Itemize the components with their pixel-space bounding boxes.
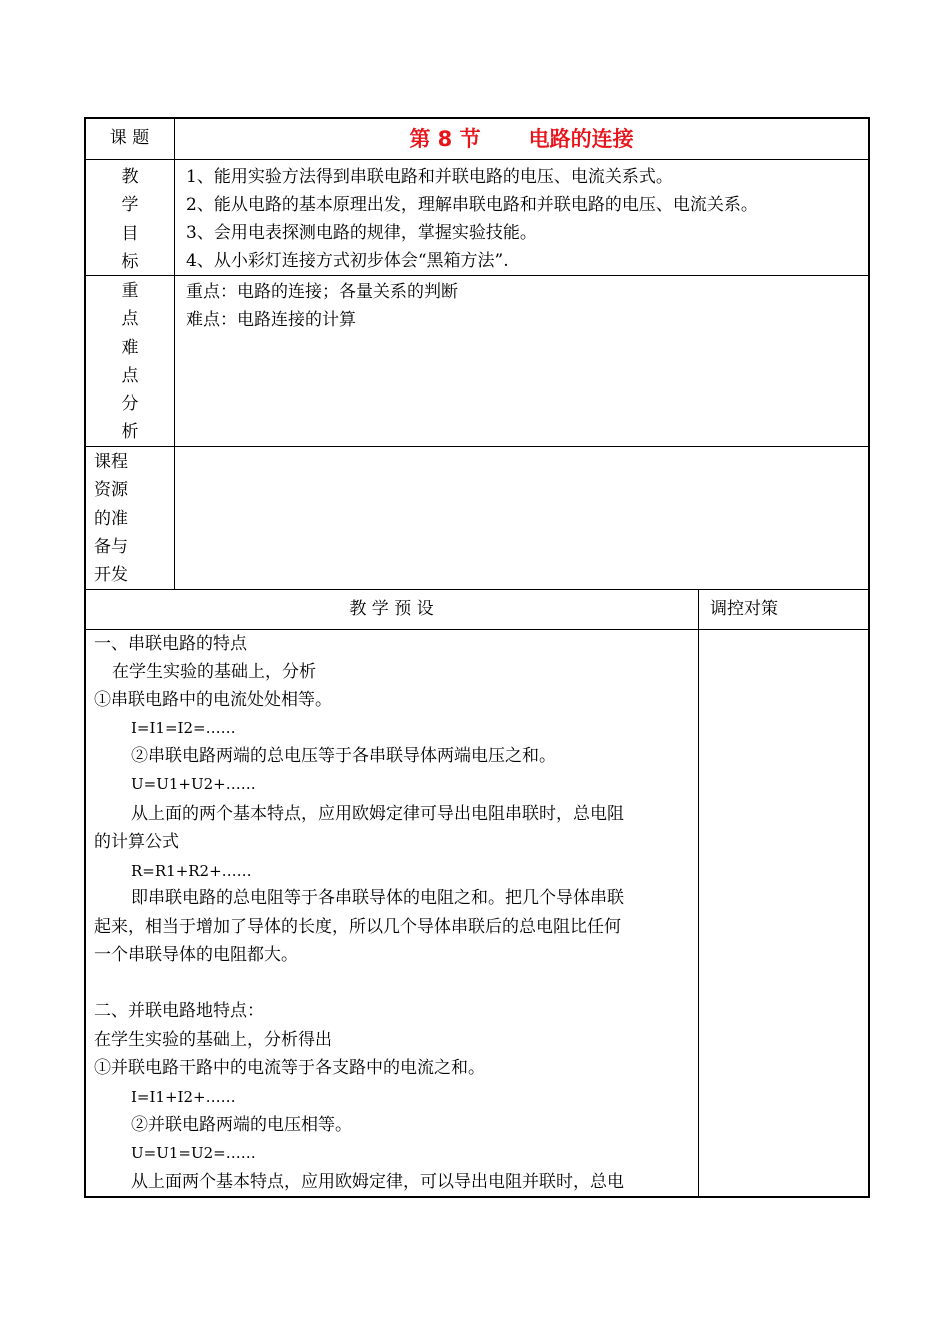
key-points-label-char: 点 bbox=[121, 365, 139, 386]
objective-item: 1、能用实验方法得到串联电路和并联电路的电压、电流关系式。 bbox=[186, 167, 673, 187]
formula-line: U=U1=U2=…… bbox=[131, 1144, 256, 1162]
body-line: ①串联电路中的电流处处相等。 bbox=[94, 690, 332, 710]
section-heading: 二、并联电路地特点： bbox=[94, 1001, 264, 1021]
key-points-label-char: 分 bbox=[121, 394, 139, 415]
body-line: 在学生实验的基础上，分析得出 bbox=[94, 1030, 332, 1050]
resources-label-line: 备与 bbox=[94, 536, 128, 557]
objectives-label-char: 教 bbox=[121, 167, 139, 187]
formula-line: R=R1+R2+…… bbox=[131, 862, 252, 880]
body-line: 即串联电路的总电阻等于各串联导体的电阻之和。把几个导体串联 bbox=[131, 888, 624, 908]
body-line: ①并联电路干路中的电流等于各支路中的电流之和。 bbox=[94, 1058, 485, 1078]
topic-label: 课 题 bbox=[109, 128, 150, 148]
objective-item: 4、从小彩灯连接方式初步体会“黑箱方法”. bbox=[186, 251, 509, 271]
body-line: 从上面两个基本特点，应用欧姆定律，可以导出电阻并联时，总电 bbox=[131, 1172, 624, 1192]
key-point-line: 重点：电路的连接；各量关系的判断 bbox=[186, 282, 458, 302]
resources-label-line: 开发 bbox=[94, 565, 128, 586]
row-divider bbox=[84, 589, 870, 590]
objectives-label-char: 学 bbox=[121, 195, 139, 216]
row-divider bbox=[84, 446, 870, 447]
table-border-bottom bbox=[84, 1196, 870, 1198]
row-divider bbox=[84, 275, 870, 276]
key-points-label-char: 难 bbox=[121, 337, 139, 358]
body-line: ②串联电路两端的总电压等于各串联导体两端电压之和。 bbox=[131, 746, 556, 766]
body-line: 从上面的两个基本特点，应用欧姆定律可导出电阻串联时，总电阻 bbox=[131, 804, 624, 824]
key-points-label-char: 重 bbox=[121, 281, 139, 301]
plan-column-divider bbox=[698, 589, 699, 1197]
objective-item: 2、能从电路的基本原理出发，理解串联电路和并联电路的电压、电流关系。 bbox=[186, 195, 758, 215]
objectives-label bbox=[85, 163, 175, 276]
objective-item: 3、会用电表探测电路的规律，掌握实验技能。 bbox=[186, 223, 537, 243]
page-title bbox=[175, 119, 868, 159]
resources-label-line: 的准 bbox=[94, 508, 128, 529]
key-points-label-char: 析 bbox=[121, 422, 139, 443]
row-divider bbox=[84, 159, 870, 160]
body-line: 起来，相当于增加了导体的长度，所以几个导体串联后的总电阻比任何 bbox=[94, 917, 621, 937]
plan-header-right: 调控对策 bbox=[710, 599, 778, 619]
body-line: 一个串联导体的电阻都大。 bbox=[94, 945, 298, 965]
body-line: 的计算公式 bbox=[94, 832, 179, 852]
resources-label-line: 资源 bbox=[94, 480, 128, 501]
body-line: ②并联电路两端的电压相等。 bbox=[131, 1115, 352, 1135]
resources-label bbox=[94, 448, 128, 589]
formula-line: U=U1+U2+…… bbox=[131, 775, 256, 793]
table-border-right bbox=[868, 117, 870, 1197]
formula-line: I=I1=I2=…… bbox=[131, 719, 236, 737]
body-line: 在学生实验的基础上，分析 bbox=[112, 662, 316, 682]
difficult-point-line: 难点：电路连接的计算 bbox=[186, 310, 356, 330]
objectives-label-char: 标 bbox=[121, 251, 139, 272]
section-number: 第 8 节 bbox=[409, 127, 481, 151]
plan-header-left: 教 学 预 设 bbox=[349, 599, 434, 619]
objectives-label-char: 目 bbox=[121, 223, 139, 244]
formula-line: I=I1+I2+…… bbox=[131, 1088, 236, 1106]
section-heading: 一、串联电路的特点 bbox=[94, 634, 247, 654]
resources-label-line: 课程 bbox=[94, 452, 128, 472]
key-points-label-char: 点 bbox=[121, 309, 139, 330]
key-points-label bbox=[85, 277, 175, 447]
section-title: 电路的连接 bbox=[528, 127, 634, 151]
